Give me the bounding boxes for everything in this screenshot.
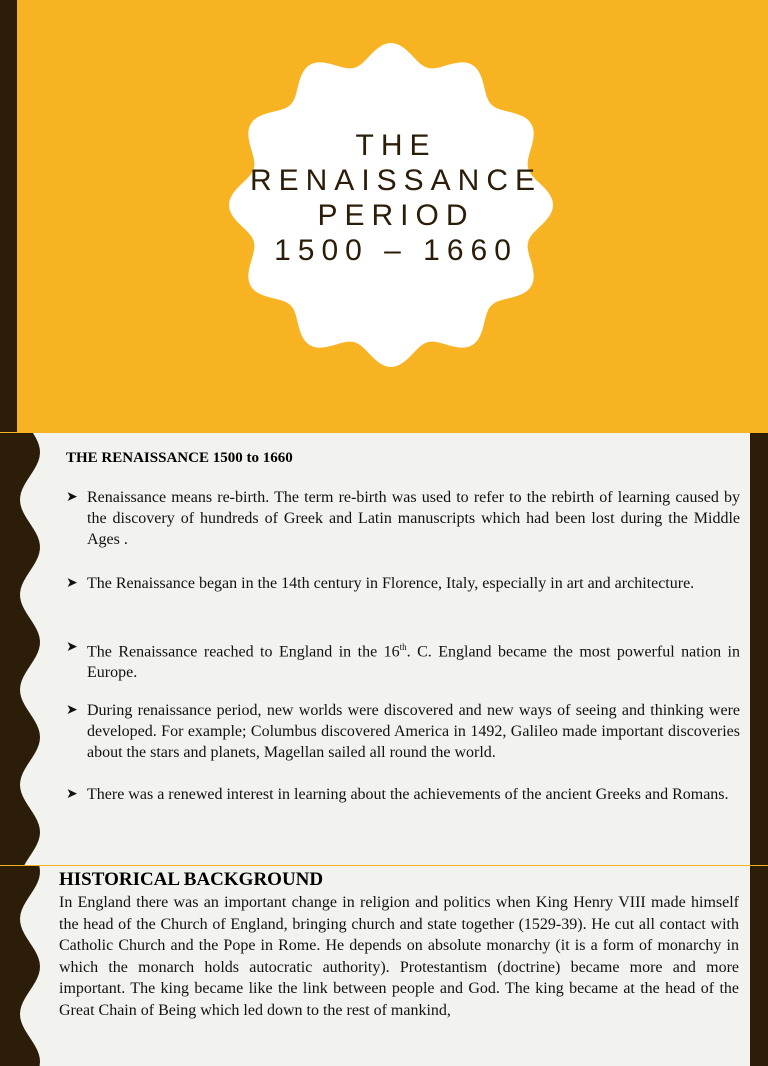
arrow-bullet-icon: ➤ — [66, 640, 78, 655]
bullet-item — [66, 700, 740, 763]
bullet-item — [66, 573, 740, 594]
bullet-text-part: . C. England became the most powerful nation in Europe. — [87, 643, 741, 682]
ordinal-superscript: th — [399, 642, 407, 652]
content-panel — [0, 433, 750, 865]
left-accent-bar — [0, 0, 17, 432]
title-line: PERIOD — [317, 199, 475, 232]
arrow-bullet-icon: ➤ — [66, 703, 78, 718]
arrow-bullet-icon: ➤ — [66, 576, 78, 591]
bullet-item — [66, 637, 740, 683]
content-panel — [0, 866, 750, 1066]
title-line: RENAISSANCE — [249, 164, 543, 197]
slide-title — [226, 128, 566, 268]
arrow-bullet-icon: ➤ — [66, 787, 78, 802]
content-slide-history — [0, 866, 768, 1066]
section-heading: HISTORICAL BACKGROUND — [59, 869, 324, 890]
title-line: THE — [355, 129, 437, 162]
body-paragraph: In England there was an important change in religion and politics when King Henry VIII made himself the head of the Church of England, bringing church and state together (1529-39). He cut all contact with Catholic Church and the Pope in Rome. He depends on absolute monarchy (it is a form of monarchy in which the monarch holds autocratic authority). Protestantism (doctrine) became more and more important. The king became like the link between people and God. The king became at the head of the Great Chain of Being which led down to the rest of mankind, — [59, 894, 739, 1019]
arrow-bullet-icon: ➤ — [66, 490, 78, 505]
bullet-item — [66, 487, 740, 550]
bullet-text-part: The Renaissance reached to England in the 16 — [87, 643, 400, 661]
bullet-text: Renaissance means re-birth. The term re-birth was used to refer to the rebirth of learning caused by the discovery of hundreds of Greek and Latin manuscripts which had been lost during the Middle Ages . — [87, 489, 740, 548]
bullet-text: During renaissance period, new worlds were discovered and new ways of seeing and thinking were developed. For example; Columbus discovered America in 1492, Galileo made important discoveries about the stars and planets, Magellan sailed all round the world. — [87, 702, 740, 761]
title-slide — [0, 0, 768, 432]
section-heading: THE RENAISSANCE 1500 to 1660 — [66, 450, 293, 466]
content-slide-renaissance — [0, 433, 768, 865]
title-line: 1500 – 1660 — [274, 234, 518, 267]
bullet-text: There was a renewed interest in learning about the achievements of the ancient Greeks and Romans. — [87, 786, 729, 803]
bullet-text: The Renaissance began in the 14th century in Florence, Italy, especially in art and architecture. — [87, 575, 695, 592]
bullet-item — [66, 784, 740, 805]
